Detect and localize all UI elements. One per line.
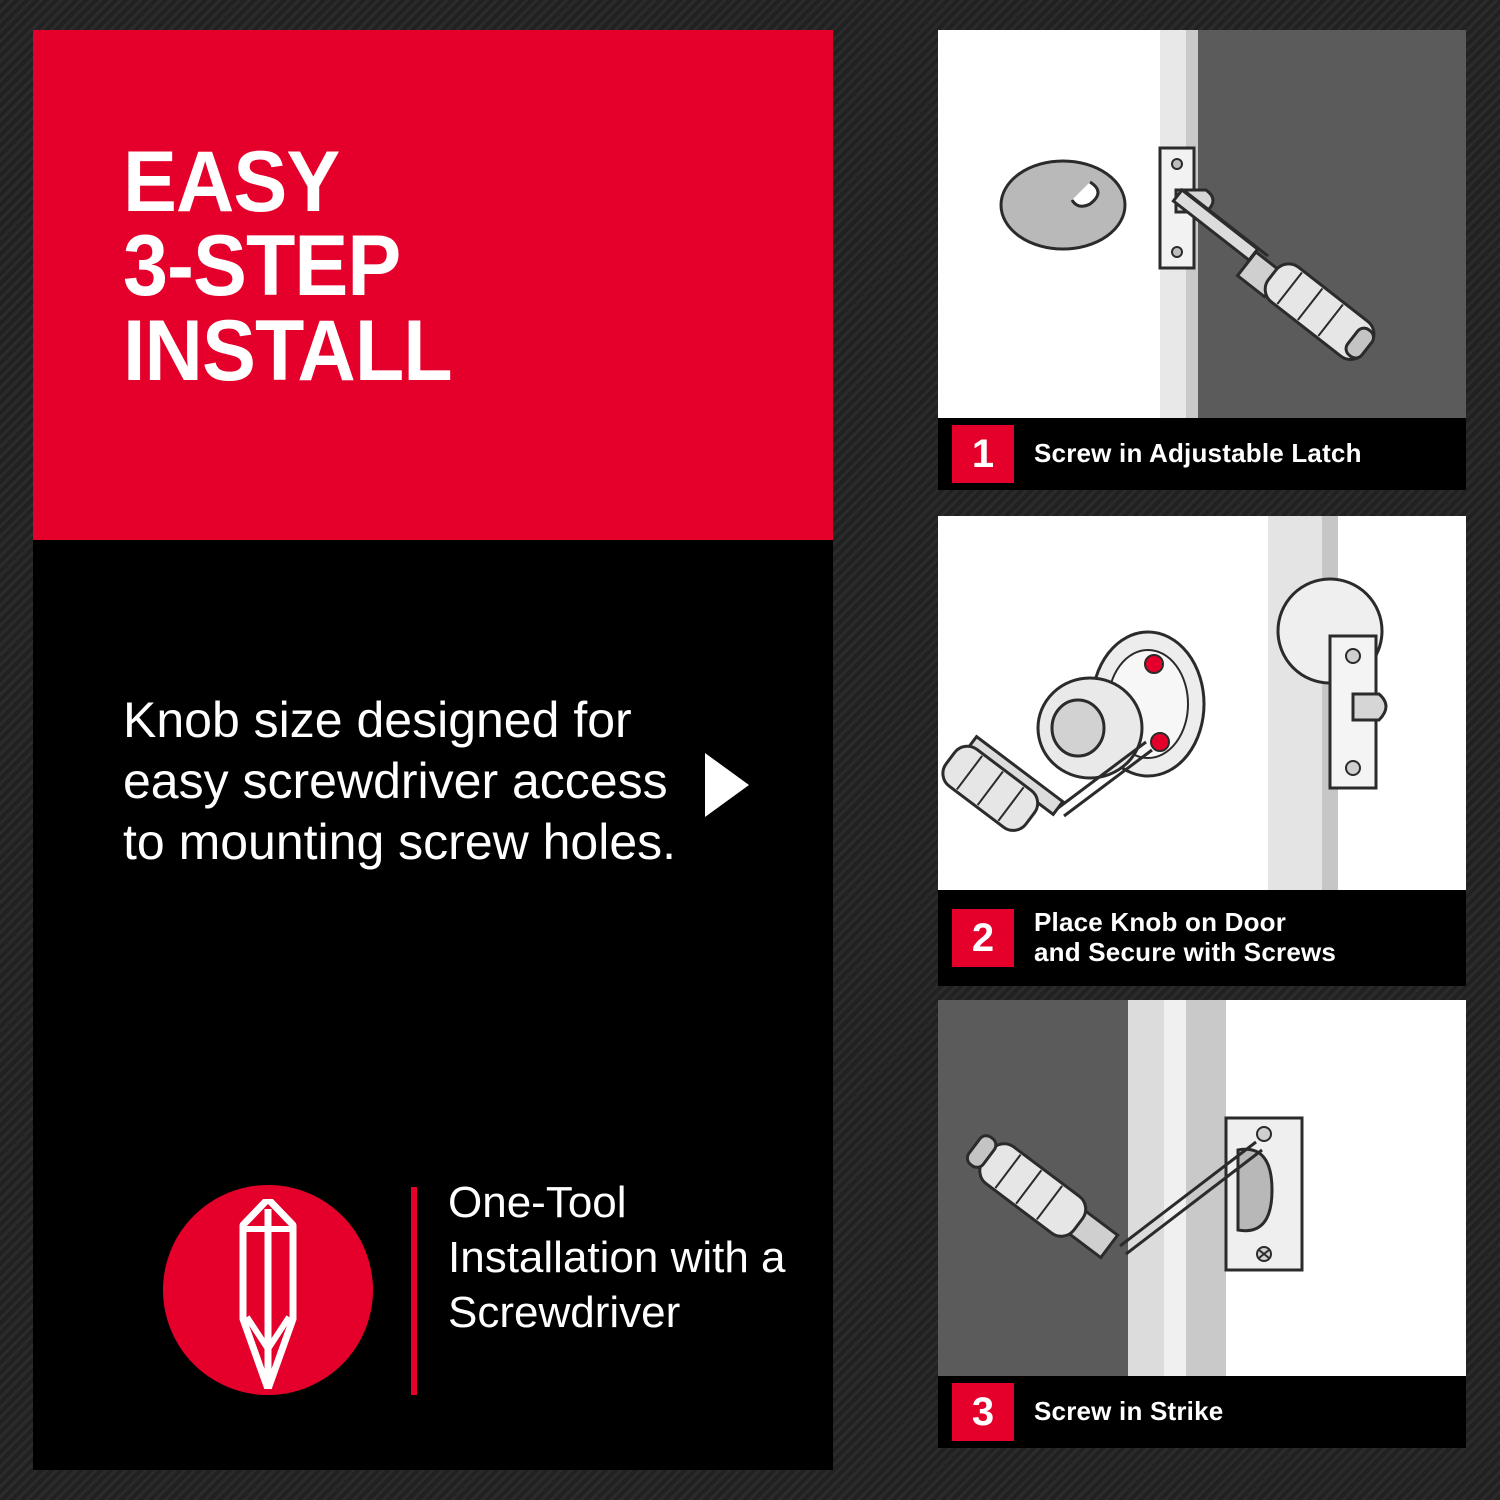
- headline-line-1: EASY: [123, 134, 340, 230]
- divider: [411, 1187, 417, 1395]
- step-2-caption-bar: [938, 890, 1466, 986]
- page-title: [123, 134, 762, 399]
- step-3-number: 3: [952, 1383, 1014, 1441]
- step-1-label: Screw in Adjustable Latch: [1034, 438, 1362, 469]
- step-card-3: [938, 1000, 1466, 1448]
- one-tool-callout: [163, 1165, 786, 1395]
- screwdriver-bit-icon: [203, 1199, 333, 1389]
- headline-line-3: INSTALL: [123, 302, 452, 399]
- one-tool-badge: [163, 1185, 373, 1395]
- step-1-number: 1: [952, 425, 1014, 483]
- step-1-caption-bar: [938, 418, 1466, 490]
- step-3-label: Screw in Strike: [1034, 1396, 1224, 1427]
- step-card-1: [938, 30, 1466, 490]
- headline-line-2: 3-STEP: [123, 218, 401, 315]
- arrow-right-icon: [705, 753, 749, 817]
- body-copy: Knob size designed for easy screwdriver access to mounting screw holes.: [123, 692, 677, 870]
- step-1-illustration: [938, 30, 1466, 418]
- step-2-label: [1034, 908, 1336, 968]
- one-tool-label: One-Tool Installation with a Screwdriver: [448, 1178, 786, 1337]
- left-panel: [33, 30, 833, 1470]
- step-2-number: 2: [952, 909, 1014, 967]
- step-3-illustration: [938, 1000, 1466, 1376]
- step-2-illustration: [938, 516, 1466, 890]
- step-2-label-line-2: and Secure with Screws: [1034, 937, 1337, 967]
- step-3-caption-bar: [938, 1376, 1466, 1448]
- step-2-label-line-1: Place Knob on Door: [1034, 907, 1287, 938]
- step-card-2: [938, 516, 1466, 986]
